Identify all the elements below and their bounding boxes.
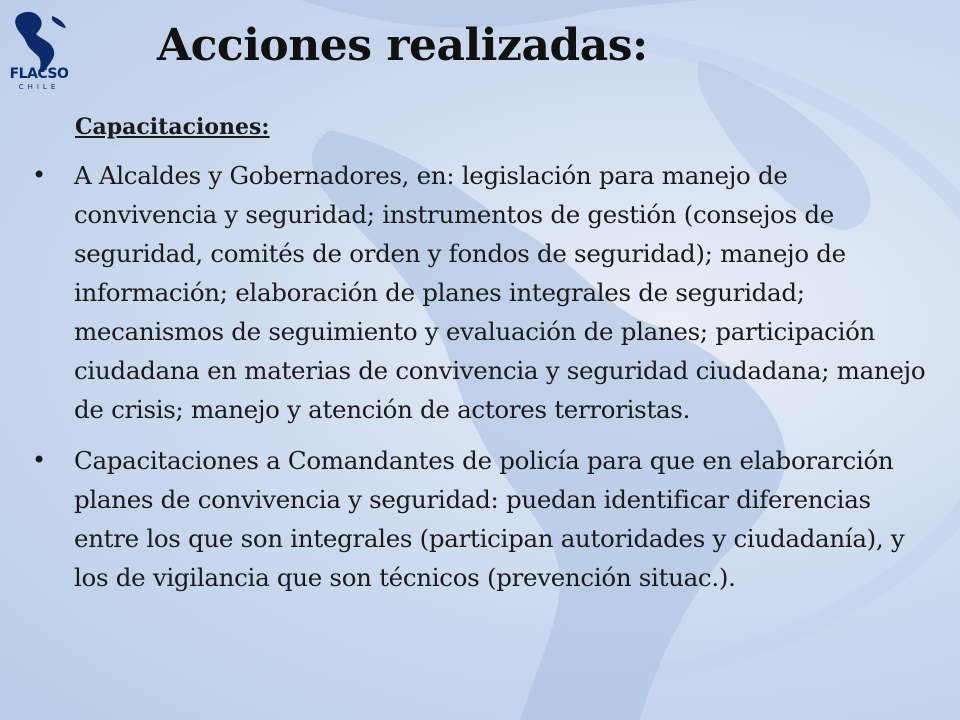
slide-title: Acciones realizadas:	[157, 20, 648, 71]
flacso-logo	[6, 8, 76, 98]
bullet-dot: •	[32, 446, 46, 474]
section-subtitle: Capacitaciones:	[75, 114, 270, 140]
bullet-item	[32, 156, 932, 429]
bullet-dot: •	[32, 161, 46, 189]
logo-name: FLACSO	[9, 66, 69, 82]
americas-map-icon	[6, 8, 76, 74]
bullet-text: A Alcaldes y Gobernadores, en: legislación para manejo de convivencia y seguridad; instrumentos de gestión (consejos de seguridad, comités de orden y fondos de seguridad); manejo de información; elaboración de planes integrales de seguridad; mecanismos de seguimiento y evaluación de planes; participación ciudadana en materias de convivencia y seguridad ciudadana; manejo de crisis; manejo y atención de actores terroristas.	[74, 161, 926, 424]
bullet-text: Capacitaciones a Comandantes de policía para que en elaborarción planes de convivencia y seguridad: puedan identificar diferencias entre los que son integrales (participan autoridades y ciudadanía), y los de vigilancia que son técnicos (prevención situac.).	[74, 446, 905, 592]
bullet-item	[32, 441, 932, 597]
bullet-list	[32, 156, 932, 597]
logo-sub: CHILE	[18, 83, 60, 91]
